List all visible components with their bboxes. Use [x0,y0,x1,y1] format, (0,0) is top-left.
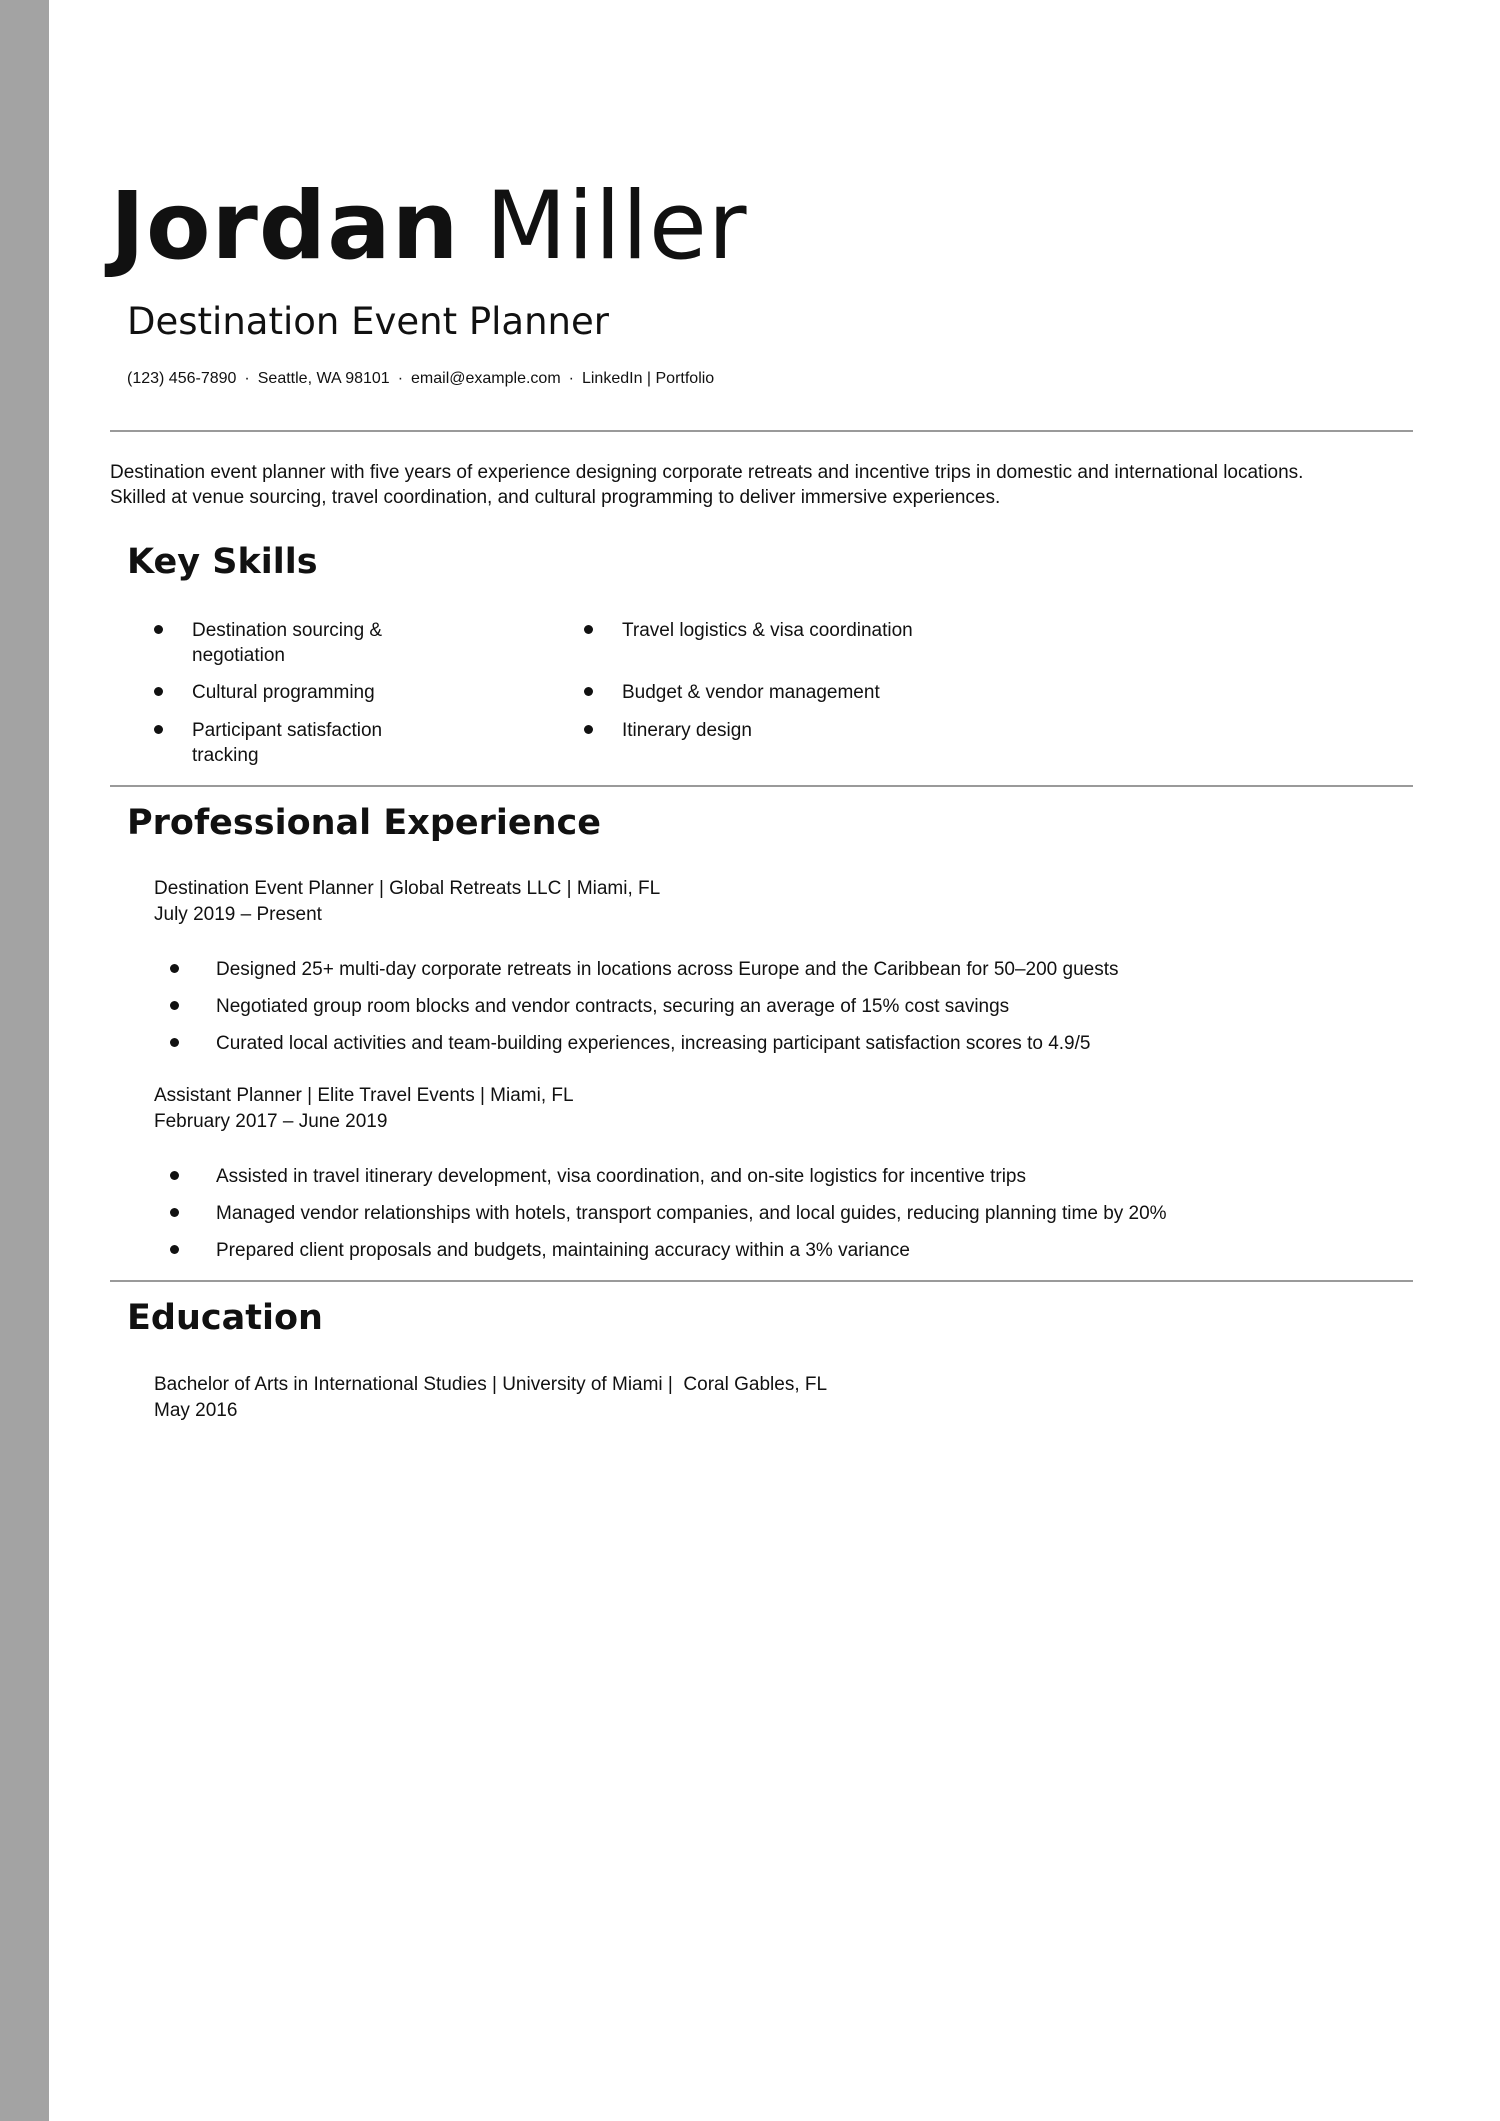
resume-page [110,0,1413,2121]
bullet-icon [154,687,163,696]
header-divider [110,430,1413,432]
bullet-icon [170,1171,179,1180]
skill-item [584,618,1122,643]
bullet-icon [584,687,593,696]
bullet-icon [170,1001,179,1010]
education-degree: Bachelor of Arts in International Studies | University of Miami | Coral Gables, FL [154,1374,828,1395]
skill-label: Destination sourcing & negotiation [192,620,383,666]
job-heading: Assistant Planner | Elite Travel Events | Miami, FL [154,1085,574,1106]
left-accent-bar [0,0,49,2121]
contact-email[interactable]: email@example.com [411,370,561,387]
skill-label: Travel logistics & visa coordination [622,620,913,641]
skill-label: Itinerary design [622,720,752,741]
job-dates: July 2019 – Present [154,904,322,925]
job-bullet [170,1164,1167,1189]
contact-separator: · [244,370,250,387]
job-bullet [170,957,1119,982]
bullet-icon [154,625,163,634]
contact-phone: (123) 456-7890 [127,370,237,387]
skill-item [584,718,1122,743]
job-bullet-text: Assisted in travel itinerary development, visa coordination, and on-site logistics for incentive trips [216,1166,1026,1187]
education-date: May 2016 [154,1400,238,1421]
contact-separator: · [568,370,574,387]
bullet-icon [584,625,593,634]
education-section-title: Education [127,1298,323,1338]
section-divider [110,1280,1413,1282]
job-bullets [170,1164,1167,1275]
job-bullet-text: Managed vendor relationships with hotels, transport companies, and local guides, reducing planning time by 20% [216,1203,1167,1224]
candidate-name [110,172,748,282]
contact-line [127,369,714,389]
job-bullet-text: Curated local activities and team-building experiences, increasing participant satisfaction scores to 4.9/5 [216,1033,1091,1054]
summary [110,460,1413,510]
job-entry-header [154,876,660,928]
skill-label: Budget & vendor management [622,682,880,703]
job-bullet-text: Designed 25+ multi-day corporate retreats in locations across Europe and the Caribbean for 50–200 guests [216,959,1119,980]
bullet-icon [170,1245,179,1254]
job-bullet [170,994,1119,1019]
bullet-icon [170,964,179,973]
bullet-icon [170,1208,179,1217]
experience-section-title: Professional Experience [127,803,602,843]
job-bullet [170,1201,1167,1226]
summary-line: Skilled at venue sourcing, travel coordination, and cultural programming to deliver immersive experiences. [110,487,1001,508]
bullet-icon [584,725,593,734]
bullet-icon [154,725,163,734]
job-bullet [170,1031,1119,1056]
contact-links[interactable]: LinkedIn | Portfolio [581,370,715,387]
job-title: Destination Event Planner [127,300,609,343]
skill-label: Participant satisfaction tracking [192,720,383,766]
skill-item [154,618,422,668]
job-bullet-text: Prepared client proposals and budgets, maintaining accuracy within a 3% variance [216,1240,910,1261]
first-name: Jordan [110,172,460,281]
bullet-icon [170,1038,179,1047]
job-entry-header [154,1083,574,1135]
skill-label: Cultural programming [192,682,375,703]
last-name: Miller [485,172,748,281]
section-divider [110,785,1413,787]
summary-line: Destination event planner with five years of experience designing corporate retreats and incentive trips in domestic and international locations. [110,462,1304,483]
skills-section-title: Key Skills [127,542,318,582]
skill-item [154,680,492,705]
contact-location: Seattle, WA 98101 [257,370,390,387]
skills-list [154,618,1354,778]
job-bullet [170,1238,1167,1263]
job-bullet-text: Negotiated group room blocks and vendor contracts, securing an average of 15% cost savings [216,996,1010,1017]
job-bullets [170,957,1119,1068]
job-heading: Destination Event Planner | Global Retreats LLC | Miami, FL [154,878,661,899]
skill-item [154,718,422,768]
contact-separator: · [397,370,404,387]
education-entry [154,1372,827,1424]
skill-item [584,680,1122,705]
job-dates: February 2017 – June 2019 [154,1111,388,1132]
